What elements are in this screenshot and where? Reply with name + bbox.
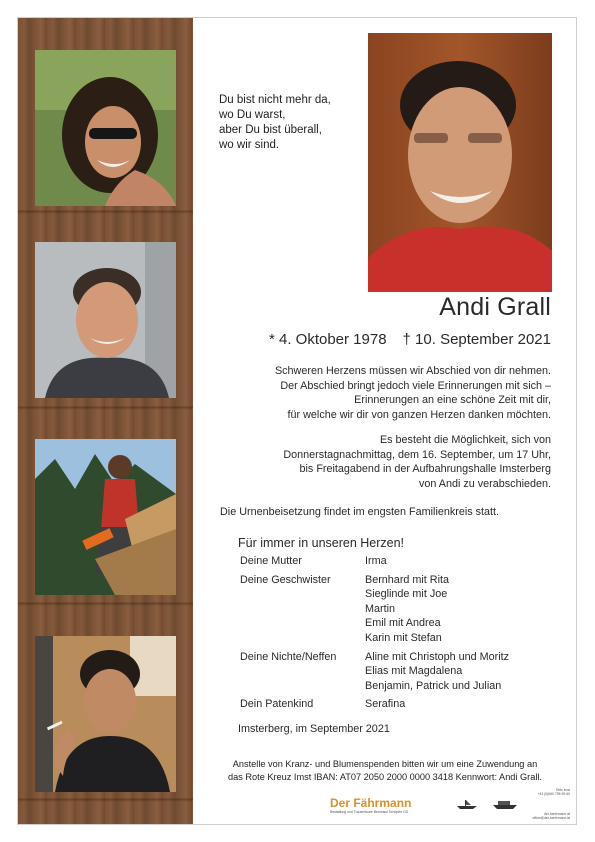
funeral-home-logo: Der Fährmann: [330, 796, 412, 810]
ferry-icon: [492, 798, 518, 810]
family-row: [240, 697, 509, 712]
donation-line: das Rote Kreuz Imst IBAN: AT07 2050 2000 0000 3418 Kennwort: Andi Grall.: [228, 771, 542, 782]
family-relation: Dein Patenkind: [240, 698, 314, 711]
family-relation: Deine Geschwister: [240, 573, 331, 586]
family-member: Martin: [365, 602, 395, 615]
paragraph-line: Es besteht die Möglichkeit, sich von: [379, 434, 551, 446]
burial-notice: Die Urnenbeisetzung findet im engsten Familienkreis statt.: [220, 506, 500, 518]
place-date: Imsterberg, im September 2021: [238, 723, 390, 735]
family-member: Serafina: [365, 698, 406, 711]
family-names: [365, 554, 387, 569]
family-names: [365, 650, 509, 694]
family-member: Emil mit Andrea: [365, 617, 441, 630]
photo-main-portrait: [368, 33, 552, 292]
birth-date: * 4. Oktober 1978: [268, 331, 387, 348]
family-relation: Deine Nichte/Neffen: [240, 650, 337, 663]
family-member: Irma: [365, 555, 387, 567]
family-list: [240, 554, 509, 712]
family-member: Sieglinde mit Joe: [365, 588, 448, 601]
photo-sunglasses: [35, 50, 176, 206]
family-member: Karin mit Stefan: [365, 631, 442, 644]
boat-icon: [456, 798, 478, 810]
memorial-quote: [219, 93, 379, 153]
contact-web: der-faehrmann.at office@der-faehrmann.at: [532, 812, 570, 821]
family-names: [365, 697, 405, 712]
paragraph-line: Erinnerungen an eine schöne Zeit mit dir,: [354, 394, 551, 407]
paragraph-line: bis Freitagabend in der Aufbahrungshalle Imsterberg: [299, 463, 551, 476]
family-member: Bernhard mit Rita: [365, 573, 450, 586]
photo-portrait-grey: [35, 242, 176, 398]
family-row: [240, 650, 509, 694]
funeral-home-subtitle: Bestattung und Trauerrituale Bernhard Schöpfer OG: [330, 810, 409, 814]
quote-line: wo Du warst,: [219, 109, 286, 121]
quote-line: wo wir sind.: [219, 139, 280, 151]
life-dates: [269, 331, 551, 348]
paragraph-line: Der Abschied bringt jedoch viele Erinnerungen mit sich –: [280, 379, 551, 392]
family-row: [240, 573, 509, 646]
family-member: Benjamin, Patrick und Julian: [365, 679, 502, 692]
donation-notice: [200, 758, 570, 783]
heart-line: Für immer in unseren Herzen!: [238, 536, 405, 550]
paragraph-line: von Andi zu verabschieden.: [418, 477, 551, 490]
family-row: [240, 554, 509, 569]
photo-woodwork: [35, 439, 176, 595]
family-member: Aline mit Christoph und Moritz: [365, 650, 510, 663]
farewell-paragraph: [275, 364, 551, 422]
paragraph-line: für welche wir dir von ganzen Herzen danken möchten.: [287, 408, 551, 421]
deceased-name: Andi Grall: [439, 293, 551, 321]
paragraph-line: Donnerstagnachmittag, dem 16. September, um 17 Uhr,: [283, 448, 551, 461]
family-names: [365, 573, 449, 646]
donation-line: Anstelle von Kranz- und Blumenspenden bitten wir um eine Zuwendung an: [232, 759, 538, 769]
family-relation: Deine Mutter: [240, 555, 302, 567]
viewing-paragraph: [283, 433, 551, 491]
family-member: Elias mit Magdalena: [365, 665, 463, 678]
paragraph-line: Schweren Herzens müssen wir Abschied von dir nehmen.: [274, 365, 551, 377]
death-date: † 10. September 2021: [402, 331, 551, 348]
quote-line: Du bist nicht mehr da,: [219, 94, 331, 106]
photo-smoking: [35, 636, 176, 792]
contact-phone: Telfs Imst +43 (0)660 795 99 60: [537, 788, 570, 797]
quote-line: aber Du bist überall,: [219, 124, 322, 136]
